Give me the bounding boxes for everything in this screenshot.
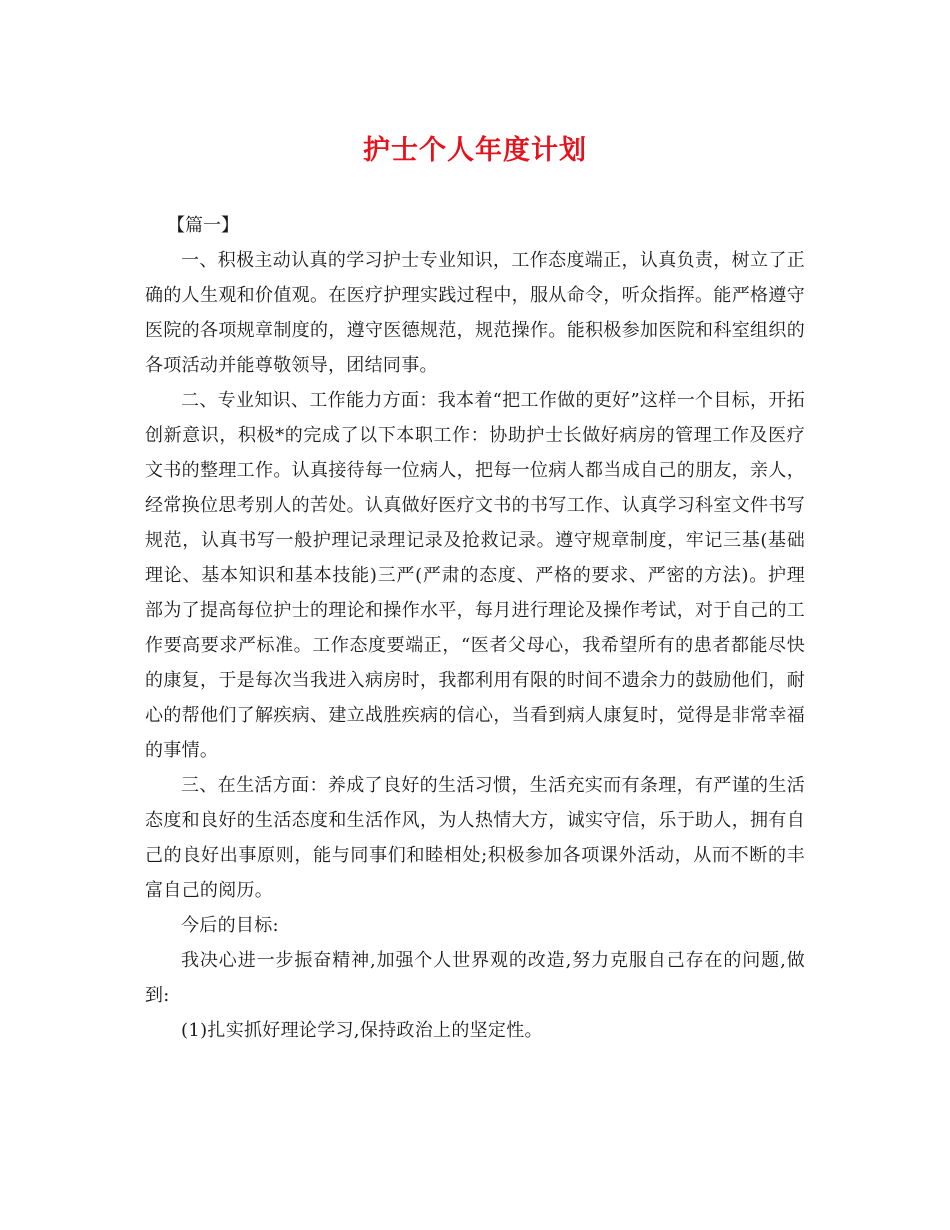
paragraph-goals-heading: 今后的目标: <box>181 915 279 936</box>
document-body <box>145 208 805 1048</box>
paragraph-1: 一、积极主动认真的学习护士专业知识，工作态度端正，认真负责，树立了正确的人生观和价值观。在医疗护理实践过程中，服从命令，听众指挥。能严格遵守医院的各项规章制度的，遵守医德规范，规范操作。能积极参加医院和科室组织的各项活动并能尊敬领导，团结同事。 <box>145 250 805 376</box>
document-title: 护士个人年度计划 <box>363 135 587 166</box>
paragraph-goal-1: (1)扎实抓好理论学习,保持政治上的坚定性。 <box>181 1020 543 1041</box>
paragraph-3: 三、在生活方面：养成了良好的生活习惯，生活充实而有条理，有严谨的生活态度和良好的生活态度和生活作风，为人热情大方，诚实守信，乐于助人，拥有自己的良好出事原则，能与同事们和睦相处;积极参加各项课外活动，从而不断的丰富自己的阅历。 <box>145 775 805 901</box>
paragraph-goals-intro: 我决心进一步振奋精神,加强个人世界观的改造,努力克服自己存在的问题,做到: <box>145 950 805 1006</box>
section-label: 【篇一】 <box>167 215 239 236</box>
paragraph-2: 二、专业知识、工作能力方面：我本着“把工作做的更好”这样一个目标，开拓创新意识，积极*的完成了以下本职工作：协助护士长做好病房的管理工作及医疗文书的整理工作。认真接待每一位病人，把每一位病人都当成自己的朋友，亲人，经常换位思考别人的苦处。认真做好医疗文书的书写工作、认真学习科室文件书写规范，认真书写一般护理记录理记录及抢救记录。遵守规章制度，牢记三基(基础理论、基本知识和基本技能)三严(严肃的态度、严格的要求、严密的方法)。护理部为了提高每位护士的理论和操作水平，每月进行理论及操作考试，对于自己的工作要高要求严标准。工作态度要端正，“医者父母心，我希望所有的患者都能尽快的康复，于是每次当我进入病房时，我都利用有限的时间不遗余力的鼓励他们，耐心的帮他们了解疾病、建立战胜疾病的信心，当看到病人康复时，觉得是非常幸福的事情。 <box>145 390 805 761</box>
